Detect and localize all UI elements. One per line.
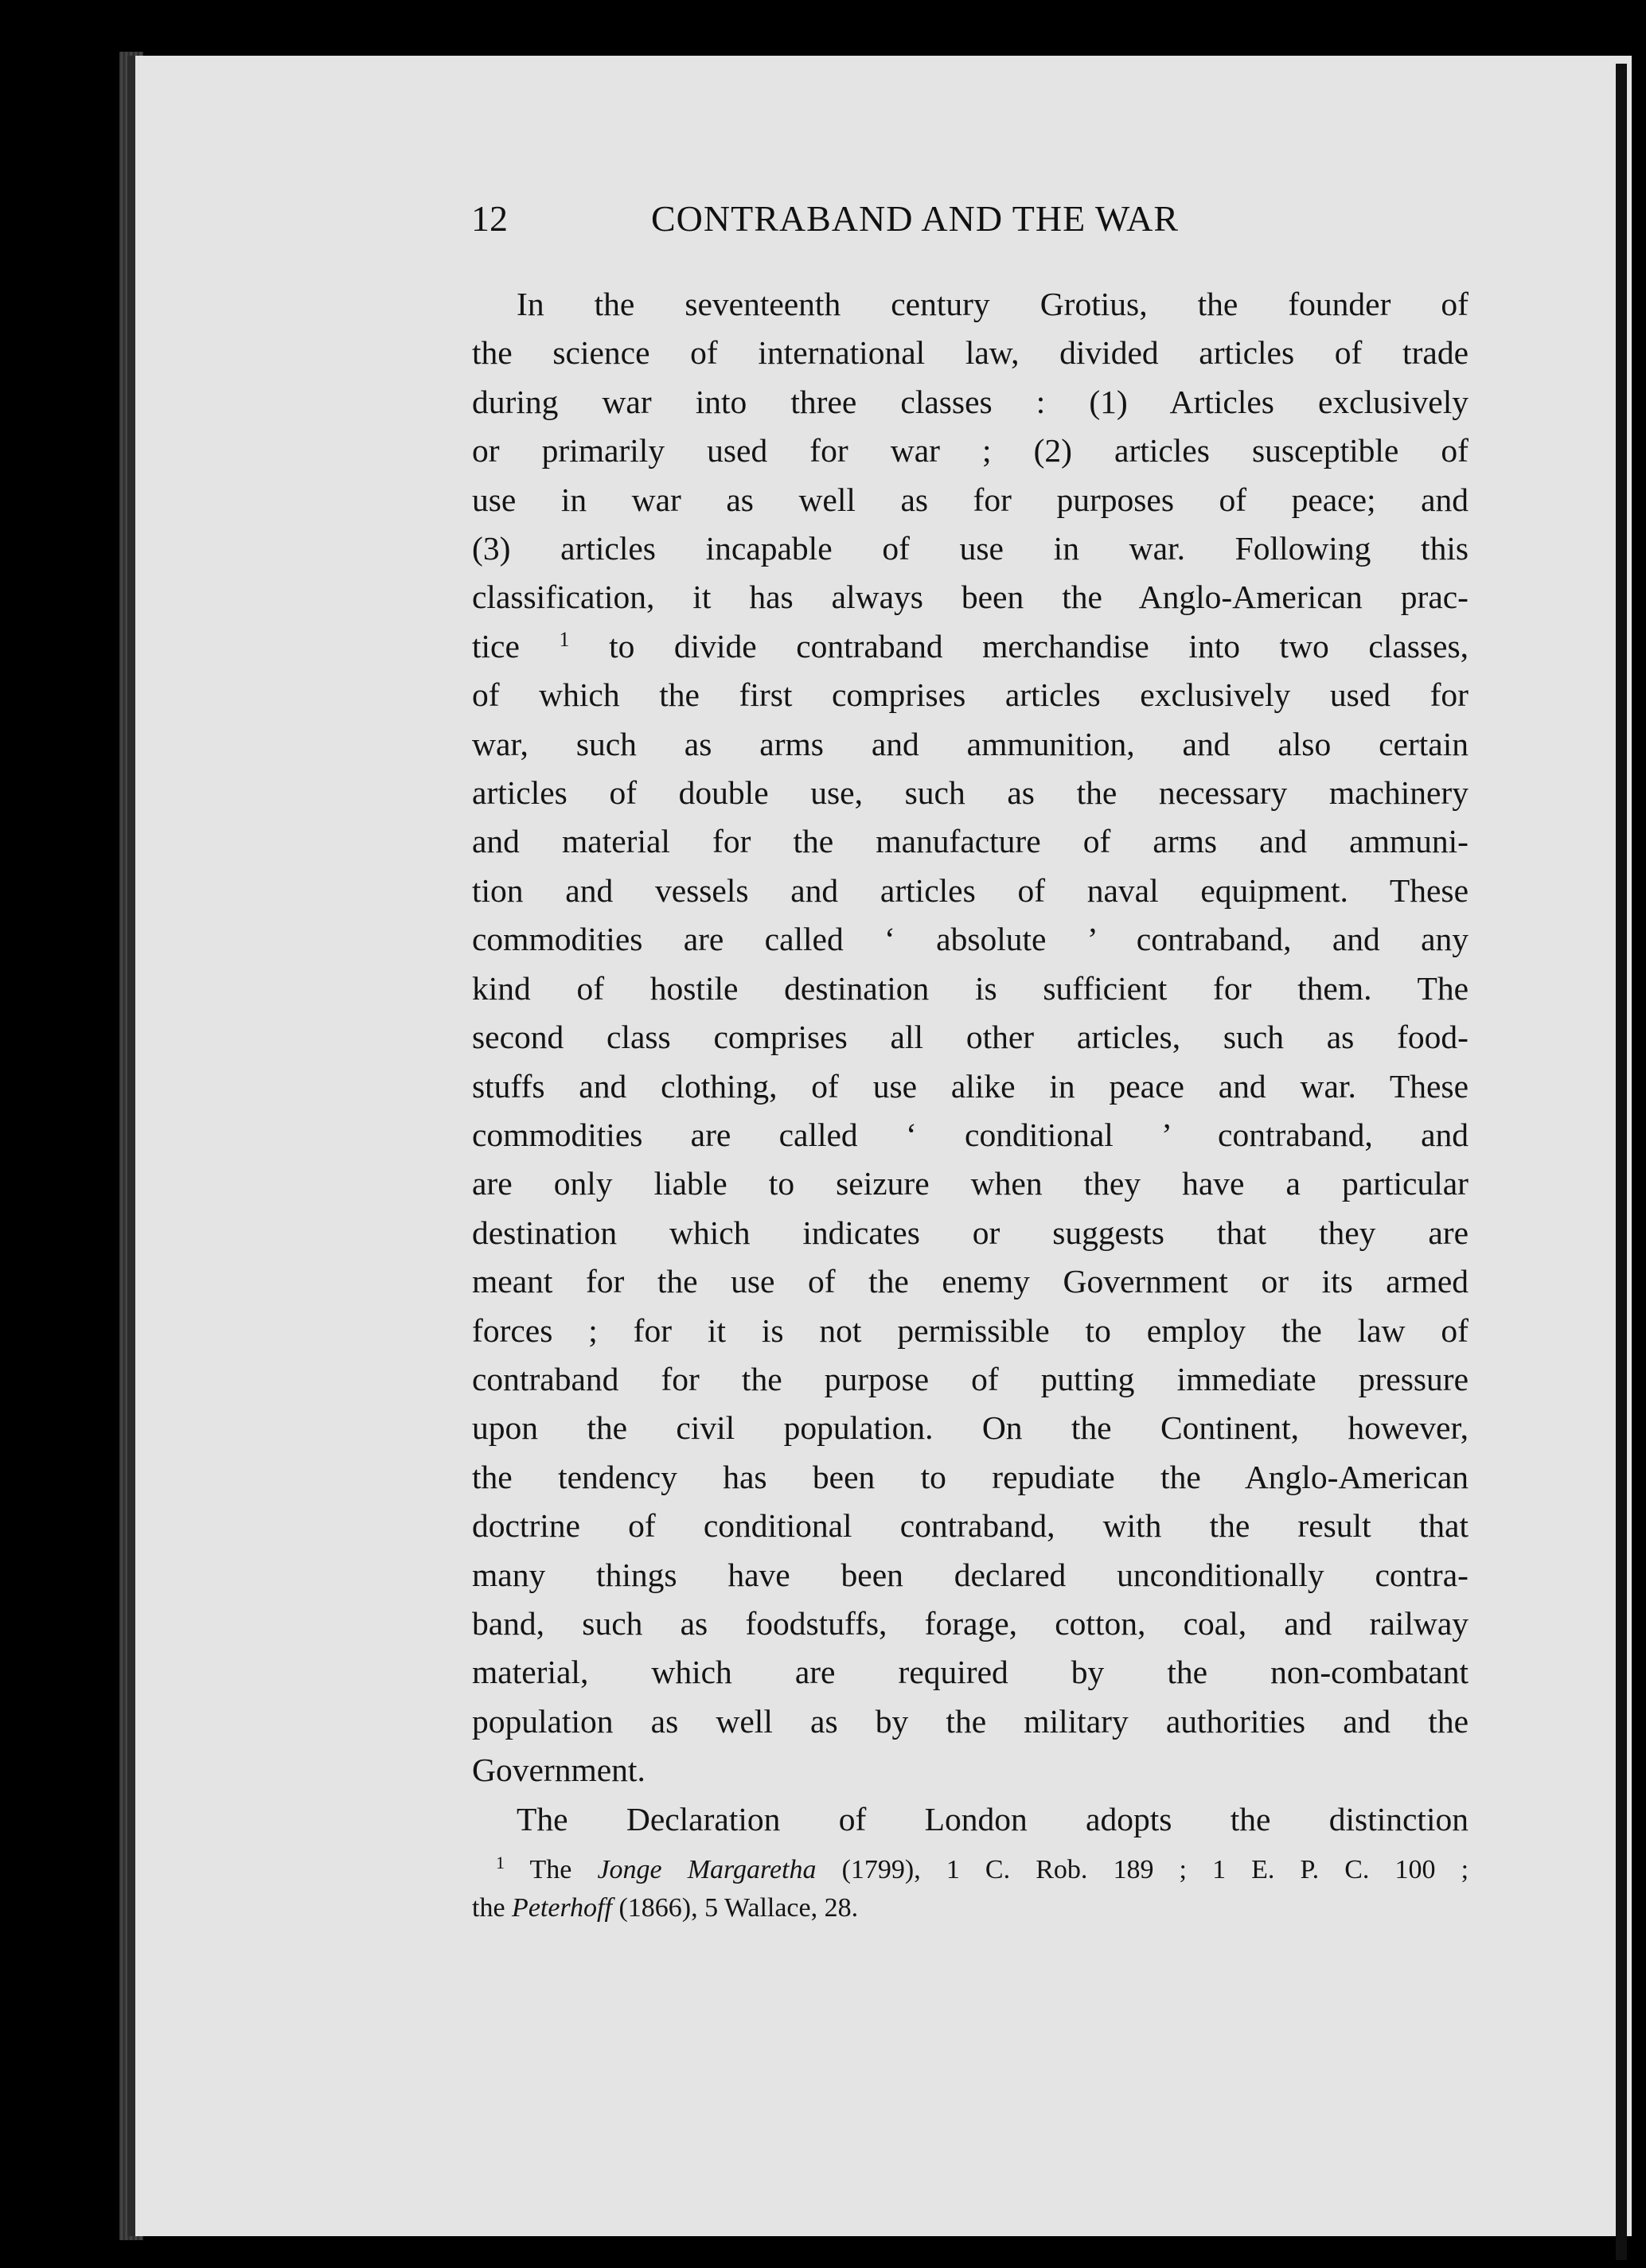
text-line: commodities are called ‘ conditional ’ contraband, and xyxy=(472,1116,1469,1153)
text-line: classification, it has always been the Anglo-American prac- xyxy=(472,579,1469,616)
running-title: CONTRABAND AND THE WAR xyxy=(651,198,1180,239)
text-line: of which the first comprises articles exclusively used for xyxy=(472,676,1469,714)
text-line: band, such as foodstuffs, forage, cotton, coal, and railway xyxy=(472,1604,1469,1642)
line-prefix: tice xyxy=(472,627,520,664)
footnote-line xyxy=(472,1889,1469,1927)
text-line: and material for the manufacture of arms and ammuni- xyxy=(472,823,1469,860)
body-text xyxy=(472,280,1469,1844)
footnote-text: The xyxy=(529,1855,572,1884)
text-line: population as well as by the military authorities and the xyxy=(472,1702,1469,1740)
text-line: kind of hostile destination is sufficient for them. The xyxy=(472,969,1469,1007)
text-line: stuffs and clothing, of use alike in peace and war. These xyxy=(472,1067,1469,1105)
text-line-with-footnote-ref xyxy=(472,622,1469,671)
text-line: In the seventeenth century Grotius, the founder of xyxy=(517,286,1469,322)
footnote xyxy=(472,1851,1469,1927)
text-line: (3) articles incapable of use in war. Following this xyxy=(472,530,1469,567)
text-line: use in war as well as for purposes of peace; and xyxy=(472,481,1469,518)
text-line: contraband for the purpose of putting immediate pressure xyxy=(472,1360,1469,1397)
text-line: the science of international law, divided articles of trade xyxy=(472,334,1469,372)
line-rest: to divide contraband merchandise into two classes, xyxy=(609,627,1469,664)
page-right-edge xyxy=(1616,64,1627,2260)
footnote-reference: 1 xyxy=(559,627,570,651)
text-line: second class comprises all other articles, such as food- xyxy=(472,1019,1469,1056)
text-line: upon the civil population. On the Continent, however, xyxy=(472,1409,1469,1447)
text-line: The Declaration of London adopts the distinction xyxy=(517,1800,1469,1837)
text-line: the tendency has been to repudiate the Anglo-American xyxy=(472,1458,1469,1495)
text-line: destination which indicates or suggests that they are xyxy=(472,1214,1469,1251)
text-line: forces ; for it is not permissible to employ the law of xyxy=(472,1311,1469,1349)
text-line: Government. xyxy=(472,1752,646,1789)
text-line: are only liable to seizure when they have a particular xyxy=(472,1165,1469,1202)
page-number: 12 xyxy=(471,198,508,239)
text-line: meant for the use of the enemy Government or its armed xyxy=(472,1263,1469,1300)
text-line: many things have been declared unconditionally contra- xyxy=(472,1556,1469,1593)
footnote-text: (1799), 1 C. Rob. 189 ; 1 E. P. C. 100 ; xyxy=(841,1855,1469,1884)
text-line: articles of double use, such as the necessary machinery xyxy=(472,774,1469,812)
case-name: Peterhoff xyxy=(512,1893,612,1923)
text-line: material, which are required by the non-combatant xyxy=(472,1654,1469,1691)
footnote-text: (1866), 5 Wallace, 28. xyxy=(618,1893,859,1923)
footnote-text: the xyxy=(472,1893,505,1923)
text-line: doctrine of conditional contraband, with the result that xyxy=(472,1507,1469,1545)
footnote-line xyxy=(472,1851,1469,1889)
text-line: during war into three classes : (1) Articles exclusively xyxy=(472,383,1469,420)
text-line: war, such as arms and ammunition, and also certain xyxy=(472,725,1469,762)
case-name: Jonge Margaretha xyxy=(597,1855,817,1884)
page-header xyxy=(342,197,1297,245)
text-line: tion and vessels and articles of naval equipment. These xyxy=(472,871,1469,909)
text-line: commodities are called ‘ absolute ’ contraband, and any xyxy=(472,921,1469,958)
footnote-marker: 1 xyxy=(496,1853,505,1872)
text-line: or primarily used for war ; (2) articles susceptible of xyxy=(472,432,1469,470)
